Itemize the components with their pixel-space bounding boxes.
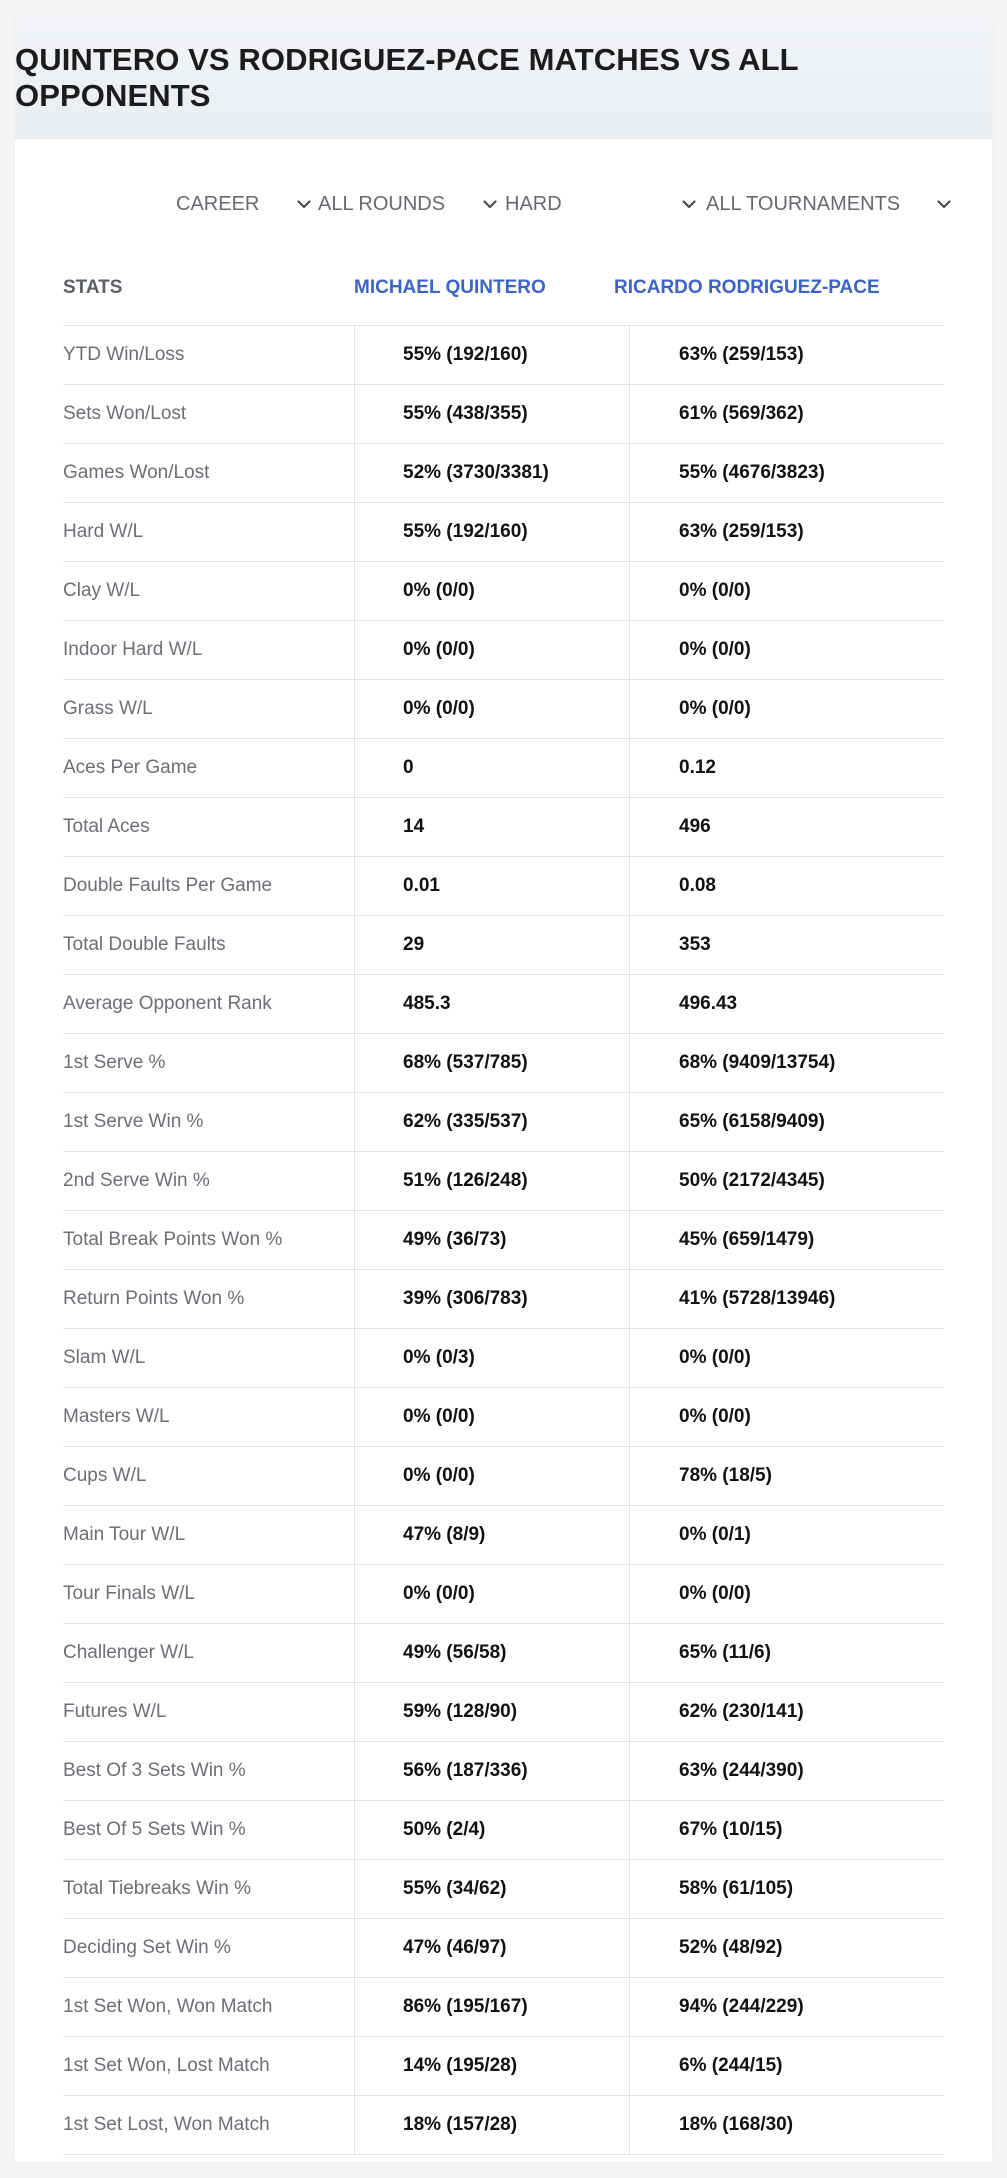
player1-value: 50% (2/4) bbox=[403, 1819, 486, 1840]
player1-value: 62% (335/537) bbox=[403, 1111, 528, 1132]
table-row bbox=[63, 444, 944, 503]
stat-label: Cups W/L bbox=[63, 1465, 147, 1486]
column-divider bbox=[629, 1447, 630, 1505]
player2-value: 63% (244/390) bbox=[679, 1760, 804, 1781]
player1-value: 68% (537/785) bbox=[403, 1052, 528, 1073]
page-title: QUINTERO VS RODRIGUEZ-PACE MATCHES VS ALL OPPONENTS bbox=[15, 41, 799, 113]
player1-value: 0% (0/0) bbox=[403, 1583, 475, 1604]
filter-bar bbox=[15, 184, 992, 224]
player2-value: 18% (168/30) bbox=[679, 2114, 794, 2135]
column-divider bbox=[629, 562, 630, 620]
player1-value: 0.01 bbox=[403, 875, 440, 896]
stat-label: Aces Per Game bbox=[63, 757, 198, 778]
player2-value: 0.08 bbox=[679, 875, 716, 896]
stat-label: Total Aces bbox=[63, 816, 150, 837]
column-divider bbox=[629, 1152, 630, 1210]
player1-value: 55% (34/62) bbox=[403, 1878, 507, 1899]
player1-value: 14 bbox=[403, 816, 425, 837]
player2-value: 78% (18/5) bbox=[679, 1465, 772, 1486]
column-divider bbox=[629, 1565, 630, 1623]
table-row bbox=[63, 1683, 944, 1742]
table-row bbox=[63, 1624, 944, 1683]
column-divider bbox=[629, 739, 630, 797]
player2-value: 50% (2172/4345) bbox=[679, 1170, 825, 1191]
stat-label: Tour Finals W/L bbox=[63, 1583, 195, 1604]
column-divider bbox=[354, 503, 355, 561]
column-divider bbox=[629, 1329, 630, 1387]
column-divider bbox=[629, 680, 630, 738]
stat-label: 1st Set Won, Won Match bbox=[63, 1996, 273, 2017]
column-divider bbox=[354, 2037, 355, 2095]
column-divider bbox=[629, 1270, 630, 1328]
player1-value: 55% (438/355) bbox=[403, 403, 528, 424]
column-divider bbox=[629, 1034, 630, 1092]
stat-label: Clay W/L bbox=[63, 580, 141, 601]
stat-label: Average Opponent Rank bbox=[63, 993, 272, 1014]
period-filter-value: CAREER bbox=[176, 192, 260, 215]
column-divider bbox=[629, 1860, 630, 1918]
table-row bbox=[63, 1329, 944, 1388]
table-row bbox=[63, 503, 944, 562]
stat-label: Total Double Faults bbox=[63, 934, 226, 955]
column-divider bbox=[354, 1447, 355, 1505]
table-row bbox=[63, 385, 944, 444]
table-row bbox=[63, 1447, 944, 1506]
column-divider bbox=[629, 916, 630, 974]
column-divider bbox=[629, 857, 630, 915]
stat-label: Indoor Hard W/L bbox=[63, 639, 203, 660]
table-row bbox=[63, 562, 944, 621]
table-row bbox=[63, 1152, 944, 1211]
player1-value: 86% (195/167) bbox=[403, 1996, 528, 2017]
column-divider bbox=[629, 1624, 630, 1682]
stat-label: Slam W/L bbox=[63, 1347, 146, 1368]
column-divider bbox=[629, 385, 630, 443]
player2-value: 63% (259/153) bbox=[679, 521, 804, 542]
player2-value: 0% (0/0) bbox=[679, 1583, 751, 1604]
stat-label: Grass W/L bbox=[63, 698, 153, 719]
stat-label: Return Points Won % bbox=[63, 1288, 245, 1309]
player2-value: 52% (48/92) bbox=[679, 1937, 783, 1958]
player1-value: 39% (306/783) bbox=[403, 1288, 528, 1309]
player2-value: 0% (0/0) bbox=[679, 1406, 751, 1427]
column-divider bbox=[629, 1978, 630, 2036]
player2-value: 58% (61/105) bbox=[679, 1878, 794, 1899]
stat-label: Hard W/L bbox=[63, 521, 144, 542]
stats-card bbox=[15, 14, 992, 2162]
column-divider bbox=[354, 739, 355, 797]
player1-value: 18% (157/28) bbox=[403, 2114, 518, 2135]
card-header bbox=[15, 14, 992, 139]
player2-value: 0% (0/0) bbox=[679, 1347, 751, 1368]
stat-label: Masters W/L bbox=[63, 1406, 170, 1427]
surface-filter-value: HARD bbox=[505, 192, 562, 215]
table-row bbox=[63, 680, 944, 739]
tournaments-filter[interactable] bbox=[706, 184, 954, 224]
column-divider bbox=[354, 1801, 355, 1859]
chevron-down-icon bbox=[934, 194, 954, 214]
column-divider bbox=[354, 680, 355, 738]
stats-column-header: STATS bbox=[63, 276, 123, 298]
table-row bbox=[63, 1860, 944, 1919]
column-divider bbox=[354, 1565, 355, 1623]
player1-value: 51% (126/248) bbox=[403, 1170, 528, 1191]
player2-value: 94% (244/229) bbox=[679, 1996, 804, 2017]
column-divider bbox=[629, 2096, 630, 2154]
column-divider bbox=[629, 1093, 630, 1151]
player1-value: 52% (3730/3381) bbox=[403, 462, 549, 483]
player2-value: 63% (259/153) bbox=[679, 344, 804, 365]
column-divider bbox=[629, 1801, 630, 1859]
table-row bbox=[63, 1801, 944, 1860]
player2-value: 61% (569/362) bbox=[679, 403, 804, 424]
table-row bbox=[63, 1506, 944, 1565]
player2-value: 0% (0/0) bbox=[679, 580, 751, 601]
column-divider bbox=[629, 2037, 630, 2095]
column-divider bbox=[354, 385, 355, 443]
player2-value: 0% (0/0) bbox=[679, 639, 751, 660]
column-divider bbox=[354, 1624, 355, 1682]
column-divider bbox=[354, 562, 355, 620]
column-divider bbox=[354, 2096, 355, 2154]
stat-label: Games Won/Lost bbox=[63, 462, 210, 483]
stat-label: 1st Serve % bbox=[63, 1052, 166, 1073]
period-filter[interactable] bbox=[176, 184, 314, 224]
surface-filter[interactable] bbox=[505, 184, 699, 224]
player1-value: 0% (0/3) bbox=[403, 1347, 475, 1368]
column-divider bbox=[629, 1211, 630, 1269]
column-divider bbox=[629, 1919, 630, 1977]
player1-value: 14% (195/28) bbox=[403, 2055, 518, 2076]
player2-value: 65% (11/6) bbox=[679, 1642, 771, 1663]
table-row bbox=[63, 326, 944, 385]
player1-value: 47% (46/97) bbox=[403, 1937, 507, 1958]
column-divider bbox=[629, 503, 630, 561]
stats-table bbox=[63, 250, 944, 2155]
stat-label: Best Of 5 Sets Win % bbox=[63, 1819, 246, 1840]
column-divider bbox=[354, 1329, 355, 1387]
stat-label: Futures W/L bbox=[63, 1701, 167, 1722]
player1-value: 0% (0/0) bbox=[403, 1465, 475, 1486]
table-row bbox=[63, 1919, 944, 1978]
stat-label: 1st Serve Win % bbox=[63, 1111, 204, 1132]
table-row bbox=[63, 621, 944, 680]
table-row bbox=[63, 798, 944, 857]
table-row bbox=[63, 1270, 944, 1329]
table-row bbox=[63, 1978, 944, 2037]
column-divider bbox=[354, 1270, 355, 1328]
table-row bbox=[63, 1565, 944, 1624]
column-divider bbox=[354, 916, 355, 974]
column-divider bbox=[354, 1506, 355, 1564]
tournaments-filter-value: ALL TOURNAMENTS bbox=[706, 192, 901, 215]
player1-value: 59% (128/90) bbox=[403, 1701, 518, 1722]
stat-label: 2nd Serve Win % bbox=[63, 1170, 210, 1191]
player2-value: 65% (6158/9409) bbox=[679, 1111, 825, 1132]
player1-value: 47% (8/9) bbox=[403, 1524, 486, 1545]
player1-value: 49% (36/73) bbox=[403, 1229, 507, 1250]
column-divider bbox=[354, 1978, 355, 2036]
stat-label: Best Of 3 Sets Win % bbox=[63, 1760, 246, 1781]
player1-value: 0 bbox=[403, 757, 414, 778]
column-divider bbox=[354, 1152, 355, 1210]
column-divider bbox=[354, 1388, 355, 1446]
column-divider bbox=[629, 1388, 630, 1446]
column-divider bbox=[629, 1742, 630, 1800]
column-divider bbox=[629, 621, 630, 679]
column-divider bbox=[354, 857, 355, 915]
chevron-down-icon bbox=[480, 194, 500, 214]
column-divider bbox=[629, 1506, 630, 1564]
stat-label: 1st Set Won, Lost Match bbox=[63, 2055, 270, 2076]
player1-value: 49% (56/58) bbox=[403, 1642, 507, 1663]
column-divider bbox=[629, 975, 630, 1033]
table-row bbox=[63, 2037, 944, 2096]
column-divider bbox=[354, 1211, 355, 1269]
table-row bbox=[63, 1034, 944, 1093]
column-divider bbox=[354, 621, 355, 679]
stat-label: Deciding Set Win % bbox=[63, 1937, 231, 1958]
column-divider bbox=[354, 326, 355, 384]
stat-label: Total Tiebreaks Win % bbox=[63, 1878, 251, 1899]
player2-value: 353 bbox=[679, 934, 711, 955]
table-row bbox=[63, 2096, 944, 2155]
column-divider bbox=[354, 1742, 355, 1800]
player1-value: 485.3 bbox=[403, 993, 451, 1014]
stat-label: Double Faults Per Game bbox=[63, 875, 273, 896]
table-row bbox=[63, 975, 944, 1034]
player1-value: 56% (187/336) bbox=[403, 1760, 528, 1781]
chevron-down-icon bbox=[679, 194, 699, 214]
rounds-filter[interactable] bbox=[318, 184, 500, 224]
player1-column-header[interactable]: MICHAEL QUINTERO bbox=[354, 276, 546, 298]
stat-label: YTD Win/Loss bbox=[63, 344, 185, 365]
table-row bbox=[63, 1742, 944, 1801]
player2-value: 496.43 bbox=[679, 993, 738, 1014]
player1-value: 55% (192/160) bbox=[403, 521, 528, 542]
rounds-filter-value: ALL ROUNDS bbox=[318, 192, 446, 215]
stat-label: Challenger W/L bbox=[63, 1642, 194, 1663]
player2-value: 68% (9409/13754) bbox=[679, 1052, 836, 1073]
table-row bbox=[63, 857, 944, 916]
player1-value: 0% (0/0) bbox=[403, 698, 475, 719]
player2-value: 6% (244/15) bbox=[679, 2055, 783, 2076]
player2-value: 0.12 bbox=[679, 757, 716, 778]
stat-label: Main Tour W/L bbox=[63, 1524, 186, 1545]
player1-value: 55% (192/160) bbox=[403, 344, 528, 365]
player2-value: 62% (230/141) bbox=[679, 1701, 804, 1722]
column-divider bbox=[629, 798, 630, 856]
column-divider bbox=[354, 798, 355, 856]
stat-label: Sets Won/Lost bbox=[63, 403, 187, 424]
column-divider bbox=[354, 1034, 355, 1092]
player1-value: 0% (0/0) bbox=[403, 580, 475, 601]
chevron-down-icon bbox=[294, 194, 314, 214]
table-row bbox=[63, 1093, 944, 1152]
column-divider bbox=[354, 975, 355, 1033]
player1-value: 0% (0/0) bbox=[403, 1406, 475, 1427]
stat-label: Total Break Points Won % bbox=[63, 1229, 283, 1250]
player1-value: 29 bbox=[403, 934, 425, 955]
player2-column-header[interactable]: RICARDO RODRIGUEZ-PACE bbox=[614, 276, 880, 298]
table-row bbox=[63, 916, 944, 975]
column-divider bbox=[354, 444, 355, 502]
column-divider bbox=[629, 444, 630, 502]
player2-value: 55% (4676/3823) bbox=[679, 462, 825, 483]
player1-value: 0% (0/0) bbox=[403, 639, 475, 660]
table-header bbox=[63, 250, 944, 326]
column-divider bbox=[354, 1093, 355, 1151]
player2-value: 41% (5728/13946) bbox=[679, 1288, 836, 1309]
column-divider bbox=[354, 1683, 355, 1741]
column-divider bbox=[629, 1683, 630, 1741]
player2-value: 67% (10/15) bbox=[679, 1819, 783, 1840]
table-body bbox=[63, 326, 944, 2155]
table-row bbox=[63, 739, 944, 798]
player2-value: 0% (0/1) bbox=[679, 1524, 751, 1545]
column-divider bbox=[354, 1919, 355, 1977]
table-row bbox=[63, 1388, 944, 1447]
player2-value: 0% (0/0) bbox=[679, 698, 751, 719]
stat-label: 1st Set Lost, Won Match bbox=[63, 2114, 270, 2135]
table-row bbox=[63, 1211, 944, 1270]
column-divider bbox=[629, 326, 630, 384]
player2-value: 496 bbox=[679, 816, 711, 837]
column-divider bbox=[354, 1860, 355, 1918]
player2-value: 45% (659/1479) bbox=[679, 1229, 815, 1250]
